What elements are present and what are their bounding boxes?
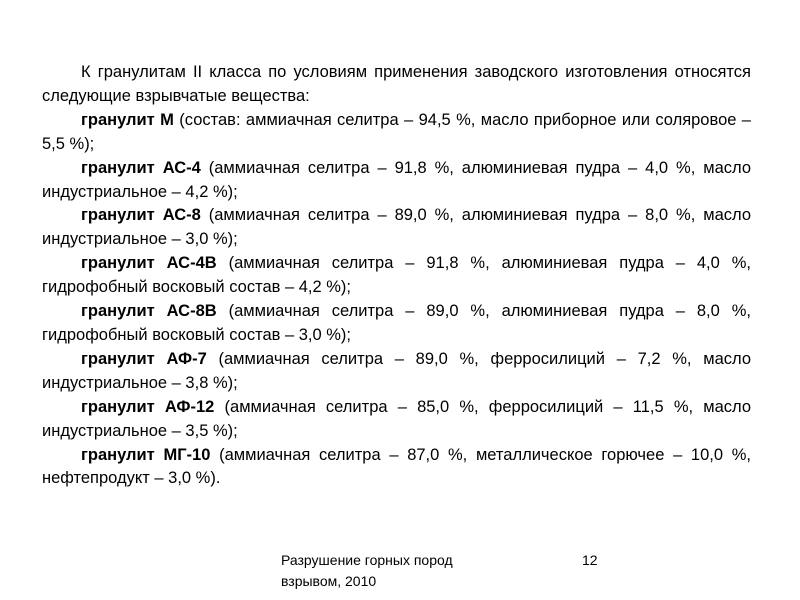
list-item-granulit-as4 — [42, 157, 751, 205]
item-composition: (аммиачная селитра – 91,8 %, алюминиевая пудра – 4,0 %, гидрофобный восковый состав – 4,2 %); — [42, 254, 751, 297]
list-item-granulit-as8 — [42, 204, 751, 252]
intro-paragraph: К гранулитам II класса по условиям применения заводского изготовления относятся следующие взрывчатые вещества: — [42, 63, 751, 105]
item-composition: (состав: аммиачная селитра – 94,5 %, масло приборное или соляровое – 5,5 %); — [42, 110, 751, 153]
item-name: гранулит М — [81, 110, 174, 129]
item-composition: (аммиачная селитра – 89,0 %, ферросилиций – 7,2 %, масло индустриальное – 3,8 %); — [42, 349, 751, 392]
item-name: гранулит АФ-12 — [81, 397, 215, 416]
footer-caption: Разрушение горных пород взрывом, 2010 — [281, 552, 453, 589]
list-item-granulit-mg10 — [42, 444, 751, 492]
item-name: гранулит МГ-10 — [81, 445, 211, 464]
item-composition: (аммиачная селитра – 91,8 %, алюминиевая пудра – 4,0 %, масло индустриальное – 4,2 %); — [42, 158, 751, 201]
item-name: гранулит АС-8В — [81, 302, 217, 321]
list-item-granulit-as4v — [42, 252, 751, 300]
item-name: гранулит АФ-7 — [81, 349, 207, 368]
page-number: 12 — [582, 552, 598, 568]
item-composition: (аммиачная селитра – 89,0 %, алюминиевая пудра – 8,0 %, масло индустриальное – 3,0 %); — [42, 206, 751, 249]
list-item-granulit-af7 — [42, 348, 751, 396]
item-composition: (аммиачная селитра – 85,0 %, ферросилиций – 11,5 %, масло индустриальное – 3,5 %); — [42, 397, 752, 440]
list-item-granulit-m — [42, 109, 751, 157]
list-item-granulit-as8v — [42, 300, 751, 348]
item-composition: (аммиачная селитра – 89,0 %, алюминиевая пудра – 8,0 %, гидрофобный восковый состав – 3,0 %); — [42, 302, 751, 344]
item-name: гранулит АС-4 — [81, 158, 201, 177]
item-composition: (аммиачная селитра – 87,0 %, металлическое горючее – 10,0 %, нефтепродукт – 3,0 %). — [42, 445, 751, 488]
item-name: гранулит АС-4В — [81, 254, 217, 273]
list-item-granulit-af12 — [42, 396, 751, 444]
slide-body — [42, 61, 751, 491]
item-name: гранулит АС-8 — [81, 206, 201, 225]
